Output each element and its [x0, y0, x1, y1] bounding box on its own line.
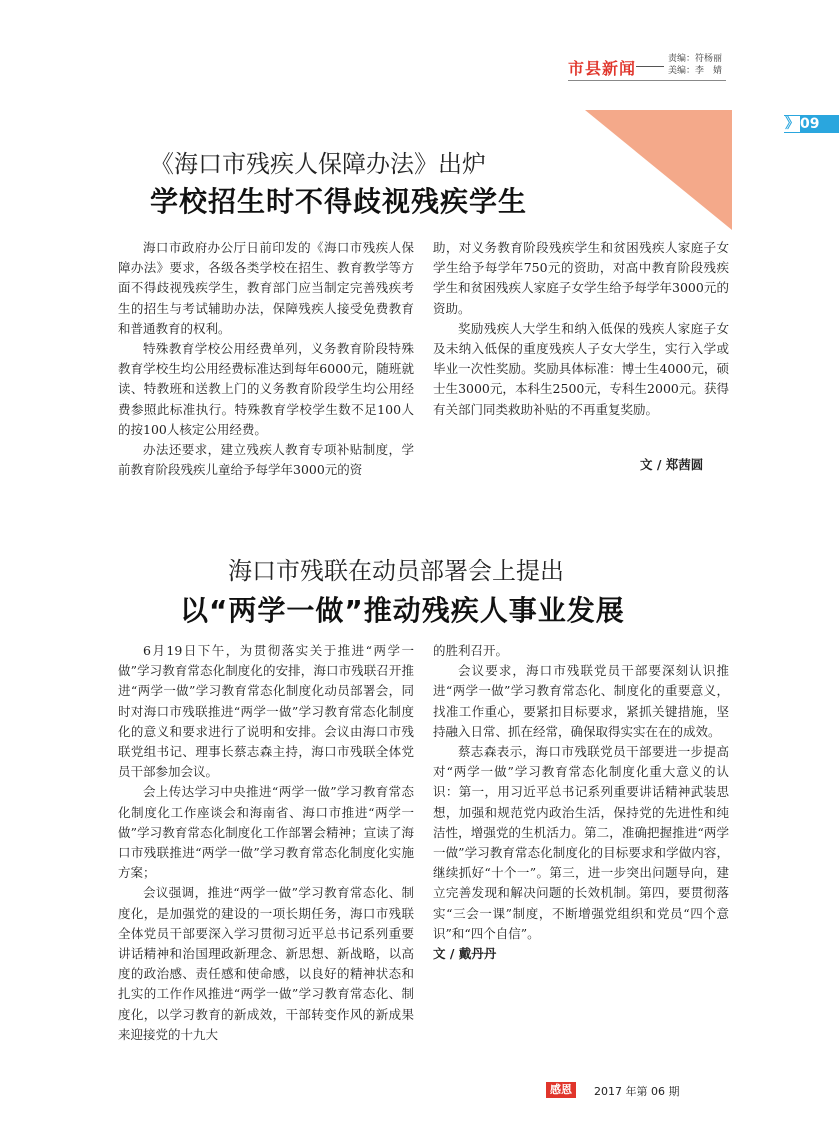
article1-author: 文 / 郑茜圆: [640, 457, 704, 472]
page-number: 09: [800, 116, 820, 132]
article2-paragraph: 会议要求，海口市残联党员干部要深刻认识推进“两学一做”学习教育常态化、制度化的重要意义，找准工作重心，要紧扣目标要求，紧抓关键措施，坚持融入日常、抓在经常，确保取得实实在在的成效。: [433, 663, 729, 739]
article2-author: 文 / 戴丹丹: [433, 946, 497, 962]
editor-credits: [668, 53, 722, 77]
article1-title: 学校招生时不得歧视残疾学生: [150, 185, 528, 218]
chevron-icon: 》: [785, 116, 799, 132]
article1-paragraph: 奖励残疾人大学生和纳入低保的残疾人家庭子女及未纳入低保的重度残疾人子女大学生，实行入学或毕业一次性奖励。奖励具体标准：博士生4000元，硕士生3000元，本科生2500元，专科生2000元。获得有关部门同类救助补贴的不再重复奖励。: [433, 320, 729, 417]
page-number-tab: [784, 115, 839, 133]
article2-headline: 海口市残联在动员部署会上提出: [228, 557, 564, 585]
article2-paragraph: 会议强调，推进“两学一做”学习教育常态化、制度化，是加强党的建设的一项长期任务，海口市残联全体党员干部要深入学习贯彻习近平总书记系列重要讲话精神和治国理政新理念、新思想、新战略，以高度的政治感、责任感和使命感，以良好的精神状态和扎实的工作作风推进“两学一做”学习教育常态化、制度化，以学习教育的新成效，干部转变作风的新成果来迎接党的十九大: [118, 885, 414, 1042]
section-rule: [636, 66, 664, 67]
article1-paragraph: 海口市政府办公厅日前印发的《海口市残疾人保障办法》要求，各级各类学校在招生、教育教学等方面不得歧视残疾学生，教育部门应当制定完善残疾考生的招生与考试辅助办法，保障残疾人接受免费教育和普通教育的权利。: [118, 240, 414, 336]
article2-paragraph: 蔡志森表示，海口市残联党员干部要进一步提高对“两学一做”学习教育常态化制度化重大意义的认识：第一，用习近平总书记系列重要讲话精神武装思想，加强和规范党内政治生活，保持党的先进性和纯洁性，增强党的生机活力。第二，准确把握推进“两学一做”学习教育常态化制度化的目标要求和学做内容，继续抓好“十个一”。第三，进一步突出问题导向，建立完善发现和解决问题的长效机制。第四，要贯彻落实“三会一课”制度，不断增强党组织和党员“四个意识”和“四个自信”。: [433, 744, 729, 941]
decorative-triangle: [585, 110, 732, 230]
article2-paragraph: 6月19日下午，为贯彻落实关于推进“两学一做”学习教育常态化制度化的安排，海口市残联召开推进“两学一做”学习教育常态化制度化动员部署会，同时对海口市残联推进“两学一做”学习教育常态化制度化的意义和要求进行了说明和安排。会议由海口市残联党组书记、理事长蔡志森主持，海口市残联全体党员干部参加会议。: [118, 643, 414, 780]
editor-line-1: 责编：符杨丽: [668, 54, 723, 64]
article2-right-column: [433, 641, 729, 964]
header-divider: [568, 80, 726, 81]
magazine-logo: 感恩: [546, 1082, 576, 1098]
article2-left-column: [118, 641, 414, 1045]
article1-paragraph: 办法还要求，建立残疾人教育专项补贴制度，学前教育阶段残疾儿童给予每学年3000元的资: [118, 442, 414, 478]
article1-right-column: [433, 238, 729, 420]
article1-continuation: 助，对义务教育阶段残疾学生和贫困残疾人家庭子女学生给予每学年750元的资助，对高中教育阶段残疾学生和贫困残疾人家庭子女学生给予每学年3000元的资助。: [433, 240, 729, 316]
section-title: 市县新闻: [568, 59, 637, 78]
article2-paragraph: 会上传达学习中央推进“两学一做”学习教育常态化制度化工作座谈会和海南省、海口市推进“两学一做”学习教育常态化制度化工作部署会精神；宣读了海口市残联推进“两学一做”学习教育常态化制度化实施方案；: [118, 784, 414, 881]
article2-title: 以“两学一做”推动残疾人事业发展: [180, 594, 625, 627]
article1-left-column: [118, 238, 414, 480]
article2-continuation: 的胜利召开。: [433, 643, 509, 658]
editor-line-2: 美编：李 婧: [668, 66, 723, 76]
article1-paragraph: 特殊教育学校公用经费单列，义务教育阶段特殊教育学校生均公用经费标准达到每年6000元，随班就读、特教班和送教上门的义务教育阶段学生均公用经费参照此标准执行。特殊教育学校学生数不足100人的按100人核定公用经费。: [118, 341, 414, 437]
article1-headline: 《海口市残疾人保障办法》出炉: [150, 150, 486, 178]
issue-number: 2017 年第 06 期: [594, 1085, 680, 1098]
